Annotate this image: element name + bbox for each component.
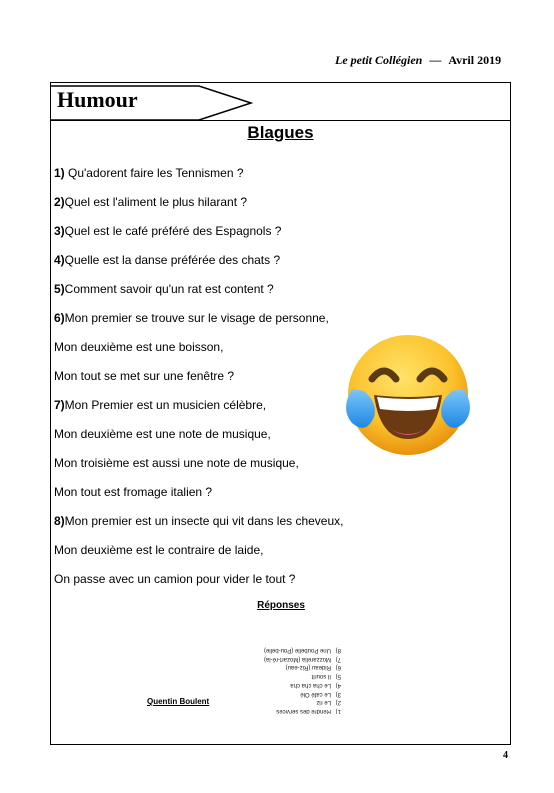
answer-text: Une Poubelle (Pou-belle) <box>263 647 331 654</box>
masthead-separator: — <box>429 53 442 67</box>
answer-text: Le café Olé <box>300 690 331 697</box>
page-number: 4 <box>503 750 508 761</box>
answers-title: Réponses <box>257 600 305 611</box>
answer-line <box>241 698 341 707</box>
jokes-title: Blagues <box>247 123 314 142</box>
joke-line <box>54 485 212 499</box>
answer-number: 1) <box>335 708 341 714</box>
answer-text: Il sourit <box>311 673 331 680</box>
answer-number: 6) <box>335 664 341 671</box>
answer-text: Rideau (Riz-eau) <box>285 664 331 671</box>
joke-text: Mon premier se trouve sur le visage de personne, <box>64 311 329 325</box>
joke-line <box>54 427 271 441</box>
joke-text: Mon deuxième est une note de musique, <box>54 427 271 441</box>
joke-text: Quel est le café préféré des Espagnols ? <box>64 224 282 238</box>
answer-line <box>241 654 341 663</box>
section-header <box>51 83 510 121</box>
joke-number: 8) <box>54 514 65 528</box>
issue-date: Avril 2019 <box>448 53 502 67</box>
joke-number: 2) <box>54 195 65 209</box>
answer-line <box>241 645 341 654</box>
joke-number: 6) <box>54 311 65 325</box>
answer-line <box>241 706 341 715</box>
answer-number: 2) <box>335 699 341 706</box>
joke-line <box>54 195 247 209</box>
joke-line <box>54 253 280 267</box>
joke-text: Quel est l'aliment le plus hilarant ? <box>64 195 248 209</box>
joke-line <box>54 398 266 412</box>
joke-text: Comment savoir qu'un rat est content ? <box>64 282 274 296</box>
answer-text: Le cha cha cha <box>290 681 331 688</box>
joke-line <box>54 514 343 528</box>
section-title: Humour <box>57 87 138 112</box>
face-with-tears-of-joy-icon <box>344 331 472 459</box>
content-frame <box>50 82 511 745</box>
answer-text: Mozzarella (Mozart-ré-la) <box>263 655 331 662</box>
joke-line <box>54 543 263 557</box>
answers-list-upside-down <box>241 623 341 715</box>
joke-line <box>54 369 234 383</box>
answer-line <box>241 663 341 672</box>
answer-line <box>241 680 341 689</box>
joke-text: Quelle est la danse préférée des chats ? <box>64 253 281 267</box>
answer-number: 3) <box>335 690 341 697</box>
answer-text: Le riz <box>316 699 331 706</box>
answer-number: 5) <box>335 673 341 680</box>
joke-text: Mon deuxième est le contraire de laide, <box>54 543 264 557</box>
joke-line <box>54 166 244 180</box>
author-name: Quentin Boulent <box>147 697 210 706</box>
joke-line <box>54 340 223 354</box>
joke-text: Mon tout se met sur une fenêtre ? <box>54 369 235 383</box>
answer-line <box>241 671 341 680</box>
joke-number: 5) <box>54 282 65 296</box>
answer-text: Rendre des services <box>276 708 331 714</box>
publication-name: Le petit Collégien <box>335 53 423 67</box>
joke-number: 4) <box>54 253 65 267</box>
joke-text: On passe avec un camion pour vider le tout ? <box>54 572 296 586</box>
answer-number: 4) <box>335 681 341 688</box>
joke-line <box>54 456 299 470</box>
joke-text: Mon premier est un insecte qui vit dans les cheveux, <box>64 514 344 528</box>
joke-text: Mon tout est fromage italien ? <box>54 485 213 499</box>
joke-line <box>54 572 295 586</box>
joke-line <box>54 282 274 296</box>
joke-line <box>54 311 329 325</box>
answer-number: 7) <box>335 655 341 662</box>
joke-number: 3) <box>54 224 65 238</box>
answer-number: 8) <box>335 647 341 654</box>
joke-text: Qu'adorent faire les Tennismen ? <box>64 166 244 180</box>
masthead <box>335 53 515 68</box>
joke-number: 1) <box>54 166 65 180</box>
joke-text: Mon troisième est aussi une note de musique, <box>54 456 299 470</box>
joke-text: Mon Premier est un musicien célèbre, <box>64 398 267 412</box>
answer-line <box>241 689 341 698</box>
joke-text: Mon deuxième est une boisson, <box>54 340 224 354</box>
joke-number: 7) <box>54 398 65 412</box>
joke-line <box>54 224 281 238</box>
